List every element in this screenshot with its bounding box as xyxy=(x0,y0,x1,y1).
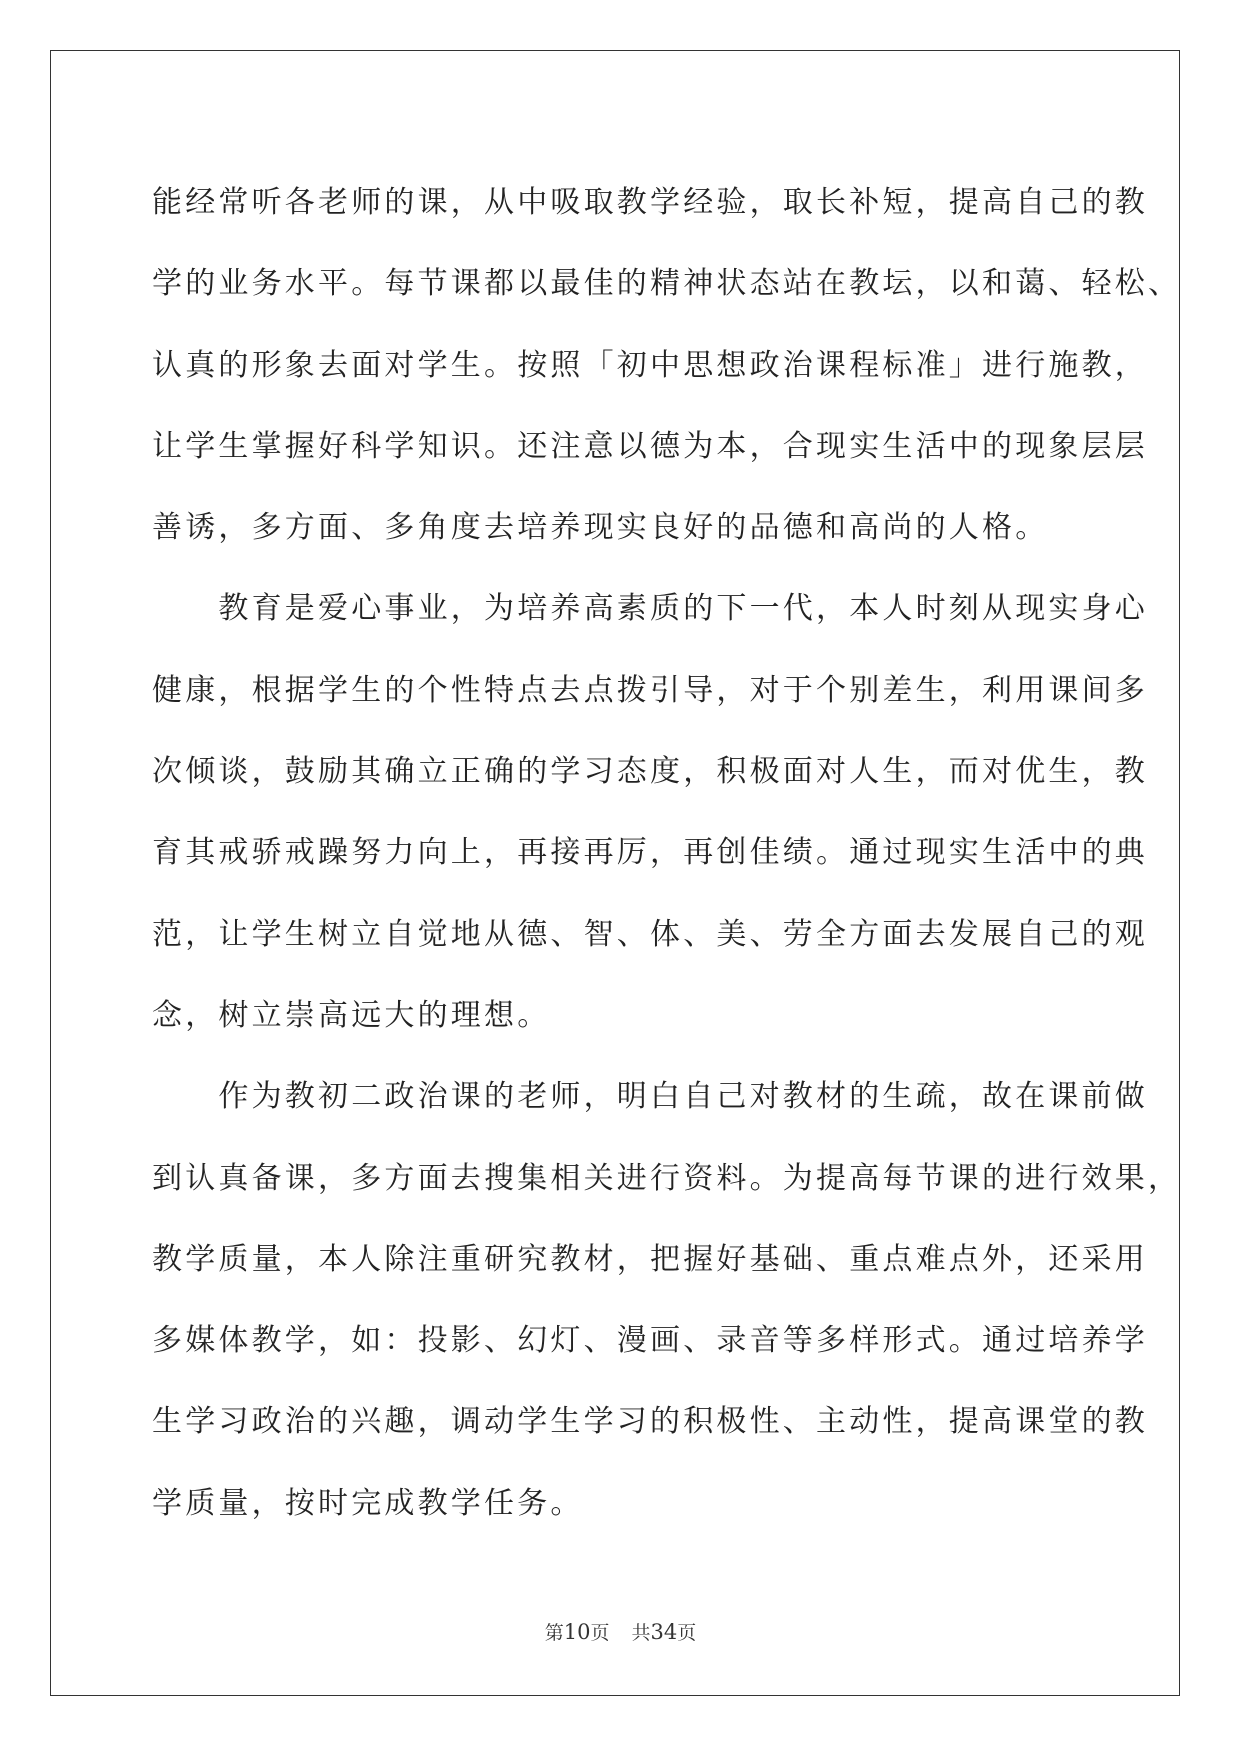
text-line: 到认真备课，多方面去搜集相关进行资料。为提高每节课的进行效果， xyxy=(152,1160,1182,1196)
page-prefix: 第 xyxy=(544,1622,564,1644)
text-line: 让学生掌握好科学知识。还注意以德为本，合现实生活中的现象层层 xyxy=(152,428,1148,464)
text-line: 能经常听各老师的课，从中吸取教学经验，取长补短，提高自己的教 xyxy=(152,185,1148,220)
page-footer xyxy=(0,1618,1241,1645)
text-line: 学的业务水平。每节课都以最佳的精神状态站在教坛，以和蔼、轻松、 xyxy=(152,266,1182,302)
document-body xyxy=(152,162,1182,1544)
text-line: 念，树立崇高远大的理想。 xyxy=(152,997,551,1033)
text-line: 健康，根据学生的个性特点去点拨引导，对于个别差生，利用课间多 xyxy=(152,672,1148,708)
total-suffix: 页 xyxy=(677,1622,697,1644)
text-line: 多媒体教学，如：投影、幻灯、漫画、录音等多样形式。通过培养学 xyxy=(152,1323,1148,1359)
text-line: 次倾谈，鼓励其确立正确的学习态度，积极面对人生，而对优生，教 xyxy=(152,754,1148,790)
text-line: 认真的形象去面对学生。按照「初中思想政治课程标准」进行施教， xyxy=(152,347,1148,383)
page-suffix: 页 xyxy=(590,1622,610,1644)
text-line: 范，让学生树立自觉地从德、智、体、美、劳全方面去发展自己的观 xyxy=(152,916,1148,952)
total-page-count: 34 xyxy=(650,1620,678,1644)
text-line: 学质量，按时完成教学任务。 xyxy=(152,1485,584,1521)
text-line: 教育是爱心事业，为培养高素质的下一代，本人时刻从现实身心 xyxy=(152,591,1148,627)
text-line: 善诱，多方面、多角度去培养现实良好的品德和高尚的人格。 xyxy=(152,510,1049,546)
text-line: 生学习政治的兴趣，调动学生学习的积极性、主动性，提高课堂的教 xyxy=(152,1404,1148,1440)
text-line: 育其戒骄戒躁努力向上，再接再厉，再创佳绩。通过现实生活中的典 xyxy=(152,835,1148,871)
total-prefix: 共 xyxy=(631,1622,651,1644)
current-page-number: 10 xyxy=(563,1620,591,1644)
text-line: 作为教初二政治课的老师，明白自己对教材的生疏，故在课前做 xyxy=(152,1079,1148,1115)
text-line: 教学质量，本人除注重研究教材，把握好基础、重点难点外，还采用 xyxy=(152,1241,1148,1277)
